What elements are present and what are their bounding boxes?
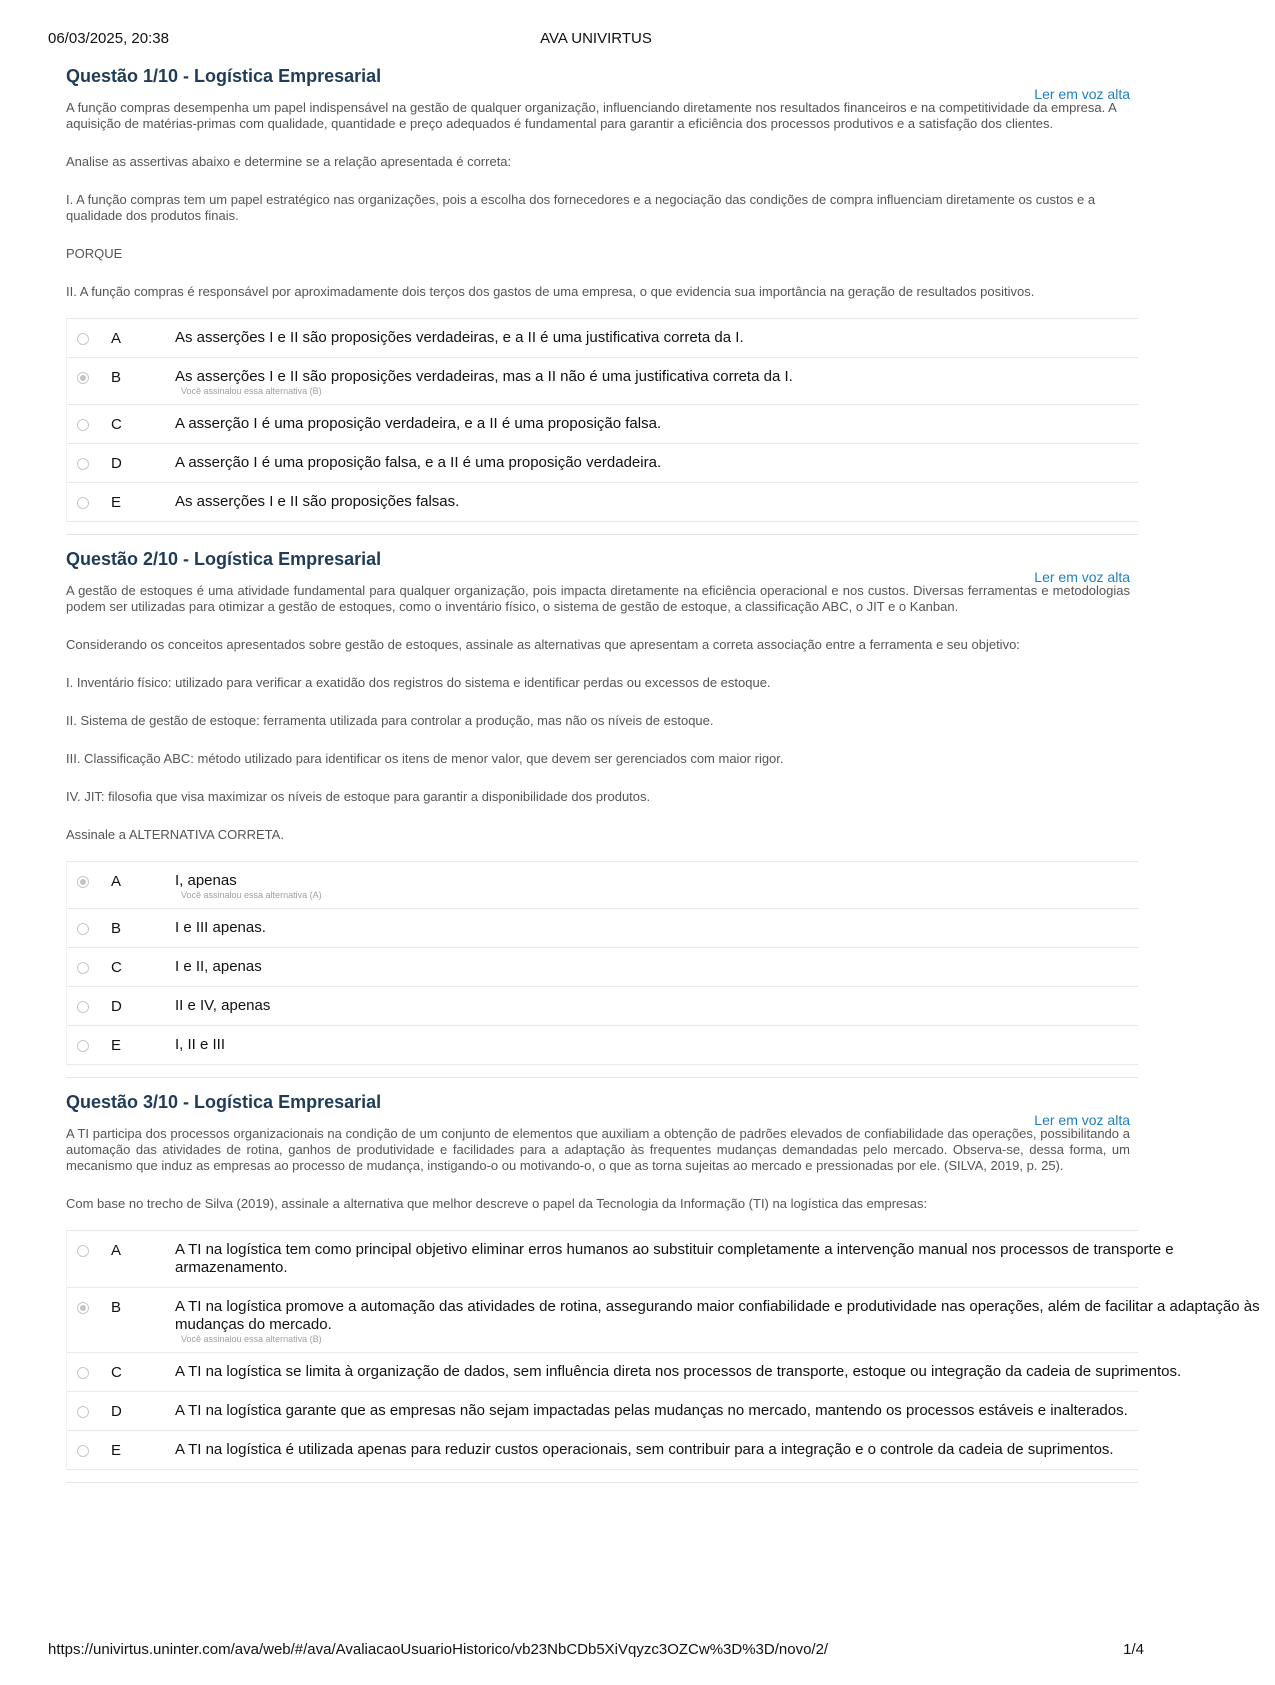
option-text: I e III apenas. xyxy=(175,919,266,936)
question-statement xyxy=(66,100,1138,300)
statement-paragraph: IV. JIT: filosofia que visa maximizar os níveis de estoque para garantir a disponibilidade dos produtos. xyxy=(66,789,651,804)
question-title: Questão 1/10 - Logística Empresarial xyxy=(66,66,382,86)
answer-option[interactable] xyxy=(67,1431,1138,1470)
option-text: A asserção I é uma proposição verdadeira, e a II é uma proposição falsa. xyxy=(175,415,662,432)
radio-icon[interactable] xyxy=(77,419,89,431)
statement-paragraph: II. A função compras é responsável por aproximadamente dois terços dos gastos de uma empresa, o que evidencia sua importância na geração de resultados positivos. xyxy=(66,284,1035,299)
print-page-number: 1/4 xyxy=(1123,1641,1144,1658)
question-card xyxy=(66,547,1138,1078)
radio-icon[interactable] xyxy=(77,1001,89,1013)
selected-answer-note: Você assinalou essa alternativa (B) xyxy=(181,386,322,396)
answer-options xyxy=(66,318,1138,522)
answer-option[interactable] xyxy=(67,444,1138,483)
option-text: As asserções I e II são proposições falsas. xyxy=(175,493,460,510)
statement-paragraph: Com base no trecho de Silva (2019), assinale a alternativa que melhor descreve o papel da Tecnologia da Informação (TI) na logística das empresas: xyxy=(66,1196,928,1211)
question-title: Questão 2/10 - Logística Empresarial xyxy=(66,549,382,569)
radio-icon[interactable] xyxy=(77,1367,89,1379)
option-text: A TI na logística promove a automação das atividades de rotina, assegurando maior confiabilidade e produtividade nas operações, além de facilitar a adaptação às mudanças do mercado. xyxy=(175,1298,1260,1333)
option-letter: A xyxy=(111,330,122,347)
option-letter: C xyxy=(111,1364,122,1381)
question-statement xyxy=(66,583,1138,843)
option-text: I, II e III xyxy=(175,1036,226,1053)
radio-icon[interactable] xyxy=(77,1406,89,1418)
option-text: As asserções I e II são proposições verdadeiras, e a II é uma justificativa correta da I. xyxy=(175,329,744,346)
print-url: https://univirtus.uninter.com/ava/web/#/ava/AvaliacaoUsuarioHistorico/vb23NbCDb5XiVqyzc3OZCw%3D%3D/novo/2/ xyxy=(48,1641,829,1658)
option-letter: B xyxy=(111,1299,122,1316)
answer-option[interactable] xyxy=(67,1392,1138,1431)
read-aloud-link[interactable]: Ler em voz alta xyxy=(1034,1112,1130,1128)
statement-paragraph: Analise as assertivas abaixo e determine se a relação apresentada é correta: xyxy=(66,154,512,169)
statement-paragraph: I. A função compras tem um papel estratégico nas organizações, pois a escolha dos fornecedores e a negociação das condições de compra influenciam diretamente os custos e a qualidade dos produtos finais. xyxy=(66,192,1096,223)
answer-options xyxy=(66,861,1138,1065)
question-statement xyxy=(66,1126,1138,1212)
answer-option[interactable] xyxy=(67,862,1138,909)
statement-paragraph: Considerando os conceitos apresentados sobre gestão de estoques, assinale as alternativas que apresentam a correta associação entre a ferramenta e seu objetivo: xyxy=(66,637,1020,652)
radio-selected-icon[interactable] xyxy=(77,372,89,384)
option-text: A TI na logística é utilizada apenas para reduzir custos operacionais, sem contribuir para a integração e o controle da cadeia de suprimentos. xyxy=(175,1441,1114,1458)
radio-icon[interactable] xyxy=(77,923,89,935)
option-letter: A xyxy=(111,873,122,890)
option-letter: D xyxy=(111,455,122,472)
read-aloud-link[interactable]: Ler em voz alta xyxy=(1034,569,1130,585)
radio-selected-icon[interactable] xyxy=(77,876,89,888)
statement-paragraph: Assinale a ALTERNATIVA CORRETA. xyxy=(66,827,284,842)
read-aloud-link[interactable]: Ler em voz alta xyxy=(1034,86,1130,102)
option-letter: D xyxy=(111,1403,122,1420)
option-text: I, apenas xyxy=(175,872,237,889)
option-letter: C xyxy=(111,416,122,433)
radio-icon[interactable] xyxy=(77,1040,89,1052)
option-text: A TI na logística tem como principal objetivo eliminar erros humanos ao substituir completamente a intervenção manual nos processos de transporte e armazenamento. xyxy=(175,1241,1174,1276)
radio-icon[interactable] xyxy=(77,962,89,974)
answer-option[interactable] xyxy=(67,358,1138,405)
answer-option[interactable] xyxy=(67,1026,1138,1065)
option-text: A asserção I é uma proposição falsa, e a II é uma proposição verdadeira. xyxy=(175,454,662,471)
option-text: II e IV, apenas xyxy=(175,997,271,1014)
option-text: As asserções I e II são proposições verdadeiras, mas a II não é uma justificativa correta da I. xyxy=(175,368,793,385)
statement-paragraph: PORQUE xyxy=(66,246,123,261)
radio-icon[interactable] xyxy=(77,1445,89,1457)
statement-paragraph: A gestão de estoques é uma atividade fundamental para qualquer organização, pois impacta diretamente na eficiência operacional e nos custos. Diversas ferramentas e metodologias podem ser utilizadas para otimizar a gestão de estoques, como o inventário físico, o sistema de gestão de estoque, a classificação ABC, o JIT e o Kanban. xyxy=(66,583,1130,614)
option-text: A TI na logística garante que as empresas não sejam impactadas pelas mudanças no mercado, mantendo os processos estáveis e inalterados. xyxy=(175,1402,1128,1419)
selected-answer-note: Você assinalou essa alternativa (A) xyxy=(181,890,322,900)
statement-paragraph: A TI participa dos processos organizacionais na condição de um conjunto de elementos que auxiliam a obtenção de padrões elevados de confiabilidade das operações, possibilitando a automação das atividades de rotina, ganhos de produtividade e facilidades para a adaptação às frequentes mudanças demandadas pelo mercado. Observa-se, dessa forma, um mecanismo que induz as empresas ao processo de mudança, instigando-o ou motivando-o, o que as torna sujeitas ao mercado e pressionadas por ele. (SILVA, 2019, p. 25). xyxy=(66,1126,1130,1173)
statement-paragraph: III. Classificação ABC: método utilizado para identificar os itens de menor valor, que devem ser gerenciados com maior rigor. xyxy=(66,751,784,766)
print-site-title: AVA UNIVIRTUS xyxy=(540,30,652,47)
statement-paragraph: II. Sistema de gestão de estoque: ferramenta utilizada para controlar a produção, mas não os níveis de estoque. xyxy=(66,713,714,728)
quiz-content xyxy=(66,62,1260,1495)
answer-option[interactable] xyxy=(67,483,1138,522)
answer-option[interactable] xyxy=(67,909,1138,948)
answer-option[interactable] xyxy=(67,987,1138,1026)
question-title: Questão 3/10 - Logística Empresarial xyxy=(66,1092,382,1112)
answer-option[interactable] xyxy=(67,1288,1260,1353)
option-letter: E xyxy=(111,1442,122,1459)
radio-icon[interactable] xyxy=(77,497,89,509)
answer-option[interactable] xyxy=(67,319,1138,358)
option-letter: C xyxy=(111,959,122,976)
option-text: A TI na logística se limita à organização de dados, sem influência direta nos processos de transporte, estoque ou integração da cadeia de suprimentos. xyxy=(175,1363,1182,1380)
print-header xyxy=(48,30,1144,50)
statement-paragraph: A função compras desempenha um papel indispensável na gestão de qualquer organização, influenciando diretamente nos resultados financeiros e na competitividade da empresa. A aquisição de matérias-primas com qualidade, quantidade e preço adequados é fundamental para garantir a eficiência dos processos produtivos e a satisfação dos clientes. xyxy=(66,100,1117,131)
option-letter: B xyxy=(111,369,122,386)
answer-options xyxy=(66,1230,1260,1470)
radio-icon[interactable] xyxy=(77,458,89,470)
radio-icon[interactable] xyxy=(77,1245,89,1257)
option-letter: B xyxy=(111,920,122,937)
radio-icon[interactable] xyxy=(77,333,89,345)
answer-option[interactable] xyxy=(67,948,1138,987)
answer-option[interactable] xyxy=(67,405,1138,444)
option-text: I e II, apenas xyxy=(175,958,262,975)
question-card xyxy=(66,64,1138,535)
question-card xyxy=(66,1090,1260,1483)
print-datetime: 06/03/2025, 20:38 xyxy=(48,30,169,47)
selected-answer-note: Você assinalou essa alternativa (B) xyxy=(181,1334,322,1344)
option-letter: A xyxy=(111,1242,122,1259)
answer-option[interactable] xyxy=(67,1231,1174,1288)
answer-option[interactable] xyxy=(67,1353,1182,1392)
option-letter: D xyxy=(111,998,122,1015)
option-letter: E xyxy=(111,1037,122,1054)
statement-paragraph: I. Inventário físico: utilizado para verificar a exatidão dos registros do sistema e identificar perdas ou excessos de estoque. xyxy=(66,675,771,690)
option-letter: E xyxy=(111,494,122,511)
radio-selected-icon[interactable] xyxy=(77,1302,89,1314)
